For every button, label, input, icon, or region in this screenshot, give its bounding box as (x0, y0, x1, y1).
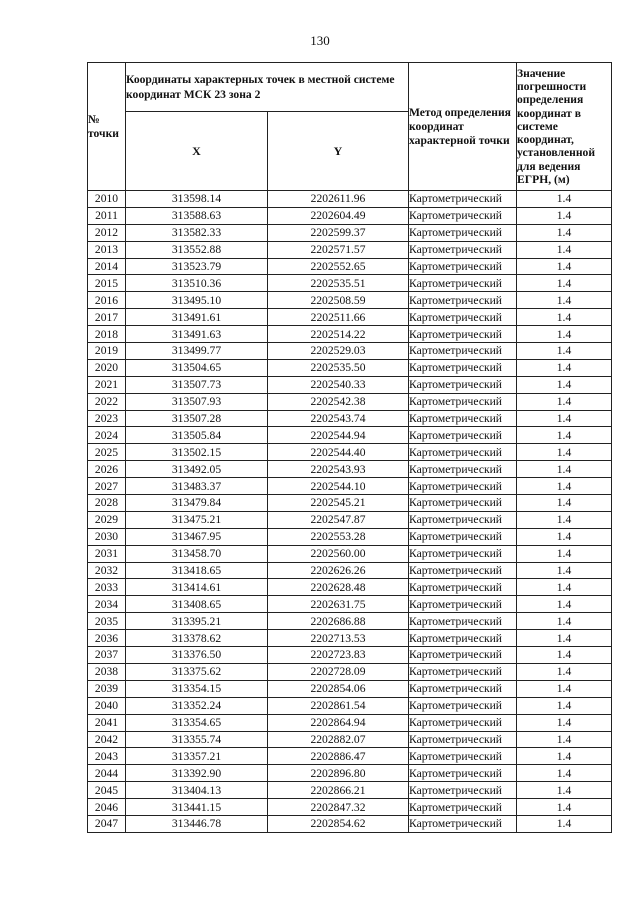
cell-x: 313491.63 (126, 326, 268, 343)
cell-error: 1.4 (517, 343, 612, 360)
cell-y: 2202599.37 (268, 224, 409, 241)
cell-error: 1.4 (517, 697, 612, 714)
cell-error: 1.4 (517, 275, 612, 292)
cell-point-number: 2030 (88, 528, 126, 545)
cell-point-number: 2024 (88, 427, 126, 444)
cell-x: 313507.28 (126, 410, 268, 427)
cell-method: Картометрический (409, 579, 517, 596)
cell-method: Картометрический (409, 309, 517, 326)
cell-x: 313523.79 (126, 258, 268, 275)
cell-x: 313504.65 (126, 359, 268, 376)
page-number: 130 (310, 33, 330, 48)
cell-y: 2202886.47 (268, 748, 409, 765)
table-row (88, 562, 612, 579)
cell-point-number: 2010 (88, 191, 126, 208)
cell-point-number: 2019 (88, 343, 126, 360)
cell-x: 313418.65 (126, 562, 268, 579)
cell-method: Картометрический (409, 782, 517, 799)
cell-method: Картометрический (409, 596, 517, 613)
header-error: Значение погрешности определения координат в системе координат, установленной для ведения ЕГРН, (м) (517, 63, 612, 191)
cell-y: 2202545.21 (268, 495, 409, 512)
cell-y: 2202553.28 (268, 528, 409, 545)
table-row (88, 393, 612, 410)
table-row (88, 191, 612, 208)
cell-y: 2202631.75 (268, 596, 409, 613)
cell-error: 1.4 (517, 511, 612, 528)
table-row (88, 748, 612, 765)
cell-method: Картометрический (409, 613, 517, 630)
cell-error: 1.4 (517, 613, 612, 630)
cell-method: Картометрический (409, 191, 517, 208)
cell-point-number: 2040 (88, 697, 126, 714)
cell-method: Картометрический (409, 630, 517, 647)
cell-method: Картометрический (409, 680, 517, 697)
header-x: X (126, 112, 268, 191)
cell-point-number: 2042 (88, 731, 126, 748)
cell-y: 2202723.83 (268, 647, 409, 664)
cell-y: 2202896.80 (268, 765, 409, 782)
cell-y: 2202866.21 (268, 782, 409, 799)
cell-error: 1.4 (517, 427, 612, 444)
cell-error: 1.4 (517, 207, 612, 224)
cell-x: 313404.13 (126, 782, 268, 799)
cell-error: 1.4 (517, 630, 612, 647)
cell-point-number: 2035 (88, 613, 126, 630)
cell-method: Картометрический (409, 241, 517, 258)
cell-point-number: 2043 (88, 748, 126, 765)
table-row (88, 680, 612, 697)
table-row (88, 782, 612, 799)
cell-method: Картометрический (409, 427, 517, 444)
table-row (88, 258, 612, 275)
cell-point-number: 2013 (88, 241, 126, 258)
table-row (88, 647, 612, 664)
cell-x: 313392.90 (126, 765, 268, 782)
cell-error: 1.4 (517, 545, 612, 562)
table-row (88, 511, 612, 528)
cell-point-number: 2032 (88, 562, 126, 579)
cell-y: 2202508.59 (268, 292, 409, 309)
cell-method: Картометрический (409, 393, 517, 410)
table-row (88, 478, 612, 495)
cell-y: 2202514.22 (268, 326, 409, 343)
cell-error: 1.4 (517, 528, 612, 545)
cell-y: 2202604.49 (268, 207, 409, 224)
cell-error: 1.4 (517, 410, 612, 427)
cell-x: 313479.84 (126, 495, 268, 512)
cell-y: 2202535.50 (268, 359, 409, 376)
cell-point-number: 2031 (88, 545, 126, 562)
cell-point-number: 2025 (88, 444, 126, 461)
coordinates-table (87, 62, 612, 833)
cell-x: 313408.65 (126, 596, 268, 613)
table-row (88, 410, 612, 427)
cell-x: 313414.61 (126, 579, 268, 596)
cell-method: Картометрический (409, 410, 517, 427)
cell-x: 313441.15 (126, 799, 268, 816)
cell-y: 2202552.65 (268, 258, 409, 275)
cell-y: 2202543.93 (268, 461, 409, 478)
cell-method: Картометрический (409, 815, 517, 832)
cell-method: Картометрический (409, 444, 517, 461)
cell-error: 1.4 (517, 478, 612, 495)
cell-x: 313376.50 (126, 647, 268, 664)
table-row (88, 613, 612, 630)
table-row (88, 545, 612, 562)
table-row (88, 630, 612, 647)
cell-y: 2202713.53 (268, 630, 409, 647)
cell-y: 2202560.00 (268, 545, 409, 562)
table-row (88, 292, 612, 309)
table-row (88, 275, 612, 292)
cell-error: 1.4 (517, 714, 612, 731)
cell-y: 2202847.32 (268, 799, 409, 816)
cell-y: 2202543.74 (268, 410, 409, 427)
cell-method: Картометрический (409, 359, 517, 376)
cell-error: 1.4 (517, 461, 612, 478)
cell-x: 313458.70 (126, 545, 268, 562)
cell-point-number: 2012 (88, 224, 126, 241)
cell-error: 1.4 (517, 596, 612, 613)
table-row (88, 528, 612, 545)
cell-error: 1.4 (517, 393, 612, 410)
cell-method: Картометрический (409, 528, 517, 545)
cell-point-number: 2037 (88, 647, 126, 664)
table-row (88, 799, 612, 816)
cell-method: Картометрический (409, 461, 517, 478)
table-row (88, 579, 612, 596)
cell-y: 2202854.06 (268, 680, 409, 697)
table-row (88, 765, 612, 782)
table-row (88, 359, 612, 376)
table-row (88, 326, 612, 343)
cell-x: 313483.37 (126, 478, 268, 495)
cell-x: 313355.74 (126, 731, 268, 748)
cell-error: 1.4 (517, 495, 612, 512)
cell-y: 2202861.54 (268, 697, 409, 714)
cell-x: 313588.63 (126, 207, 268, 224)
cell-method: Картометрический (409, 748, 517, 765)
cell-y: 2202611.96 (268, 191, 409, 208)
cell-point-number: 2039 (88, 680, 126, 697)
cell-method: Картометрический (409, 663, 517, 680)
header-point-number-symbol: № (88, 112, 100, 126)
cell-error: 1.4 (517, 765, 612, 782)
cell-x: 313352.24 (126, 697, 268, 714)
cell-error: 1.4 (517, 562, 612, 579)
cell-y: 2202571.57 (268, 241, 409, 258)
cell-error: 1.4 (517, 292, 612, 309)
cell-point-number: 2036 (88, 630, 126, 647)
cell-error: 1.4 (517, 663, 612, 680)
cell-point-number: 2016 (88, 292, 126, 309)
cell-method: Картометрический (409, 258, 517, 275)
cell-method: Картометрический (409, 495, 517, 512)
cell-error: 1.4 (517, 224, 612, 241)
cell-point-number: 2027 (88, 478, 126, 495)
cell-error: 1.4 (517, 309, 612, 326)
cell-error: 1.4 (517, 748, 612, 765)
cell-point-number: 2017 (88, 309, 126, 326)
table-row (88, 444, 612, 461)
cell-y: 2202864.94 (268, 714, 409, 731)
cell-error: 1.4 (517, 647, 612, 664)
table-row (88, 376, 612, 393)
cell-method: Картометрический (409, 731, 517, 748)
cell-point-number: 2018 (88, 326, 126, 343)
table-header (88, 63, 612, 191)
cell-point-number: 2041 (88, 714, 126, 731)
cell-point-number: 2045 (88, 782, 126, 799)
cell-x: 313354.65 (126, 714, 268, 731)
cell-x: 313378.62 (126, 630, 268, 647)
cell-y: 2202542.38 (268, 393, 409, 410)
cell-error: 1.4 (517, 444, 612, 461)
cell-y: 2202544.10 (268, 478, 409, 495)
table-row (88, 731, 612, 748)
cell-x: 313491.61 (126, 309, 268, 326)
cell-x: 313375.62 (126, 663, 268, 680)
cell-x: 313552.88 (126, 241, 268, 258)
cell-x: 313507.93 (126, 393, 268, 410)
cell-x: 313582.33 (126, 224, 268, 241)
cell-x: 313357.21 (126, 748, 268, 765)
cell-point-number: 2026 (88, 461, 126, 478)
cell-x: 313499.77 (126, 343, 268, 360)
cell-point-number: 2023 (88, 410, 126, 427)
cell-point-number: 2046 (88, 799, 126, 816)
cell-y: 2202882.07 (268, 731, 409, 748)
cell-point-number: 2034 (88, 596, 126, 613)
table-row (88, 697, 612, 714)
cell-method: Картометрический (409, 275, 517, 292)
cell-method: Картометрический (409, 207, 517, 224)
cell-error: 1.4 (517, 359, 612, 376)
cell-y: 2202854.62 (268, 815, 409, 832)
table-body (88, 191, 612, 833)
table-row (88, 224, 612, 241)
table-row (88, 461, 612, 478)
cell-method: Картометрический (409, 562, 517, 579)
cell-error: 1.4 (517, 579, 612, 596)
cell-method: Картометрический (409, 765, 517, 782)
cell-method: Картометрический (409, 799, 517, 816)
cell-x: 313507.73 (126, 376, 268, 393)
header-point-number-label: точки (88, 126, 119, 140)
cell-x: 313598.14 (126, 191, 268, 208)
table-row (88, 815, 612, 832)
cell-y: 2202544.40 (268, 444, 409, 461)
cell-error: 1.4 (517, 815, 612, 832)
cell-x: 313354.15 (126, 680, 268, 697)
cell-point-number: 2020 (88, 359, 126, 376)
table-row (88, 343, 612, 360)
cell-y: 2202511.66 (268, 309, 409, 326)
cell-method: Картометрический (409, 224, 517, 241)
cell-x: 313395.21 (126, 613, 268, 630)
cell-y: 2202535.51 (268, 275, 409, 292)
cell-y: 2202626.26 (268, 562, 409, 579)
cell-y: 2202540.33 (268, 376, 409, 393)
cell-x: 313505.84 (126, 427, 268, 444)
cell-point-number: 2047 (88, 815, 126, 832)
cell-method: Картометрический (409, 376, 517, 393)
header-method: Метод определения координат характерной точки (409, 63, 517, 191)
header-point-number (88, 63, 126, 191)
cell-x: 313502.15 (126, 444, 268, 461)
header-y: Y (268, 112, 409, 191)
cell-method: Картометрический (409, 511, 517, 528)
cell-error: 1.4 (517, 680, 612, 697)
table-row (88, 596, 612, 613)
cell-point-number: 2038 (88, 663, 126, 680)
cell-method: Картометрический (409, 714, 517, 731)
cell-error: 1.4 (517, 799, 612, 816)
cell-x: 313475.21 (126, 511, 268, 528)
cell-y: 2202529.03 (268, 343, 409, 360)
cell-error: 1.4 (517, 782, 612, 799)
cell-point-number: 2029 (88, 511, 126, 528)
cell-point-number: 2014 (88, 258, 126, 275)
cell-x: 313492.05 (126, 461, 268, 478)
table-row (88, 207, 612, 224)
cell-x: 313495.10 (126, 292, 268, 309)
cell-point-number: 2021 (88, 376, 126, 393)
cell-point-number: 2022 (88, 393, 126, 410)
table-row (88, 663, 612, 680)
cell-point-number: 2015 (88, 275, 126, 292)
cell-method: Картометрический (409, 326, 517, 343)
cell-method: Картометрический (409, 697, 517, 714)
cell-y: 2202547.87 (268, 511, 409, 528)
cell-method: Картометрический (409, 545, 517, 562)
cell-y: 2202686.88 (268, 613, 409, 630)
cell-point-number: 2033 (88, 579, 126, 596)
table-row (88, 495, 612, 512)
cell-x: 313467.95 (126, 528, 268, 545)
cell-error: 1.4 (517, 241, 612, 258)
cell-error: 1.4 (517, 376, 612, 393)
cell-error: 1.4 (517, 258, 612, 275)
cell-y: 2202544.94 (268, 427, 409, 444)
cell-point-number: 2028 (88, 495, 126, 512)
cell-point-number: 2044 (88, 765, 126, 782)
cell-method: Картометрический (409, 647, 517, 664)
cell-method: Картометрический (409, 478, 517, 495)
cell-error: 1.4 (517, 731, 612, 748)
cell-x: 313446.78 (126, 815, 268, 832)
cell-method: Картометрический (409, 292, 517, 309)
table-row (88, 241, 612, 258)
table-row (88, 309, 612, 326)
cell-y: 2202628.48 (268, 579, 409, 596)
cell-y: 2202728.09 (268, 663, 409, 680)
cell-x: 313510.36 (126, 275, 268, 292)
table-row (88, 427, 612, 444)
cell-method: Картометрический (409, 343, 517, 360)
table-row (88, 714, 612, 731)
cell-error: 1.4 (517, 191, 612, 208)
cell-point-number: 2011 (88, 207, 126, 224)
cell-error: 1.4 (517, 326, 612, 343)
header-coordinates: Координаты характерных точек в местной системе координат МСК 23 зона 2 (126, 63, 409, 112)
